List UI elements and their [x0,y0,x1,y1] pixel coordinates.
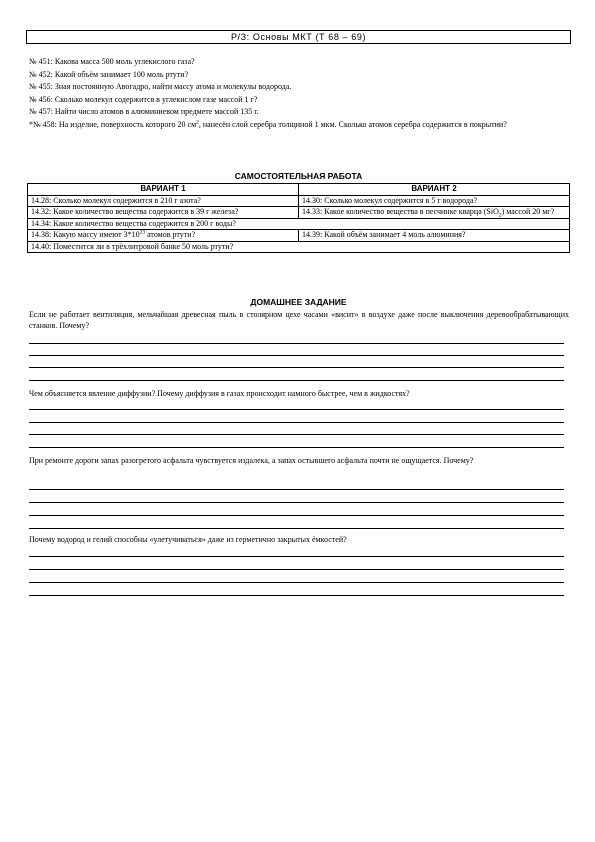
answer-line[interactable] [29,422,564,423]
homework-question-2: Чем объясняется явление диффузии? Почему диффузия в газах происходит намного быстрее, чем в жидкостях? [29,389,410,398]
task-14-30: 14.30: Сколько молекул содержится в 5 г водорода? [299,195,570,207]
task-14-28: 14.28: Сколько молекул содержится в 210 г азота? [28,195,299,207]
problem-458: *№ 458: На изделие, поверхность которого 20 $см^2$, нанесён слой серебра толщиной 1 мкм. Сколько атомов серебра содержится в покрытии? [29,119,507,129]
problem-456: № 456: Сколько молекул содержится в углекислом газе массой 1 г? [29,94,258,104]
table-row [28,195,570,207]
table-row [28,218,570,230]
table-row [28,230,570,242]
task-14-32: 14.32: Какое количество вещества содержится в 39 г железа? [28,207,299,219]
task-14-33: 14.33: Какое количество вещества в песчинке кварца (SiO$_2$) массой 20 мг? [299,207,570,219]
answer-line[interactable] [29,355,564,356]
problem-457: № 457: Найти число атомов в алюминиевом предмете массой 135 г. [29,107,259,117]
answer-line[interactable] [29,343,564,344]
answer-line[interactable] [29,569,564,570]
answer-line[interactable] [29,595,564,596]
problem-455: № 455: Зная постоянную Авогадро, найти массу атома и молекулы водорода. [29,82,292,92]
answer-line[interactable] [29,582,564,583]
worksheet-title-text: Р/З: Основы МКТ (Т 68 – 69) [230,32,367,42]
answer-line[interactable] [29,489,564,490]
problem-list [29,56,569,132]
homework-question-4: Почему водород и гелий способны «улетучиваться» даже из герметично закрытых ёмкостей? [29,535,347,544]
answer-line[interactable] [29,556,564,557]
answer-line[interactable] [29,528,564,529]
task-14-38: 14.38: Какую массу имеют $3*10^{23}$ атомов ртути? [28,230,299,242]
answer-line[interactable] [29,409,564,410]
table-header-row [28,184,570,196]
answer-line[interactable] [29,515,564,516]
independent-work-title: САМОСТОЯТЕЛЬНАЯ РАБОТА [234,171,363,181]
task-14-40: 14.40: Поместится ли в трёхлитровой банке 50 моль ртути? [28,241,570,253]
table-row [28,207,570,219]
homework-question-3: При ремонте дороги запах разогретого асфальта чувствуется издалека, а запах остывшего асфальта почти не ощущается. Почему? [29,456,474,465]
table-row [28,241,570,253]
answer-line[interactable] [29,447,564,448]
homework-question-1: Если не работает вентиляция, мельчайшая древесная пыль в столярном цехе часами «висит» в воздухе даже после выключения деревообрабатывающих станков. Почему? [29,310,569,330]
problem-452: № 452: Какой объём занимает 100 моль ртути? [29,69,189,79]
problem-451: № 451: Какова масса 500 моль углекислого газа? [29,57,195,66]
answer-line[interactable] [29,434,564,435]
worksheet-title [26,30,571,44]
variants-table [27,183,570,253]
task-14-34: 14.34: Какое количество вещества содержится в 200 г воды? [28,218,570,230]
answer-line[interactable] [29,367,564,368]
answer-line[interactable] [29,502,564,503]
variant-1-header: ВАРИАНТ 1 [28,184,299,196]
homework-title: ДОМАШНЕЕ ЗАДАНИЕ [250,297,347,307]
task-14-39: 14.39: Какой объём занимает 4 моль алюминия? [299,230,570,242]
answer-line[interactable] [29,380,564,381]
variant-2-header: ВАРИАНТ 2 [299,184,570,196]
